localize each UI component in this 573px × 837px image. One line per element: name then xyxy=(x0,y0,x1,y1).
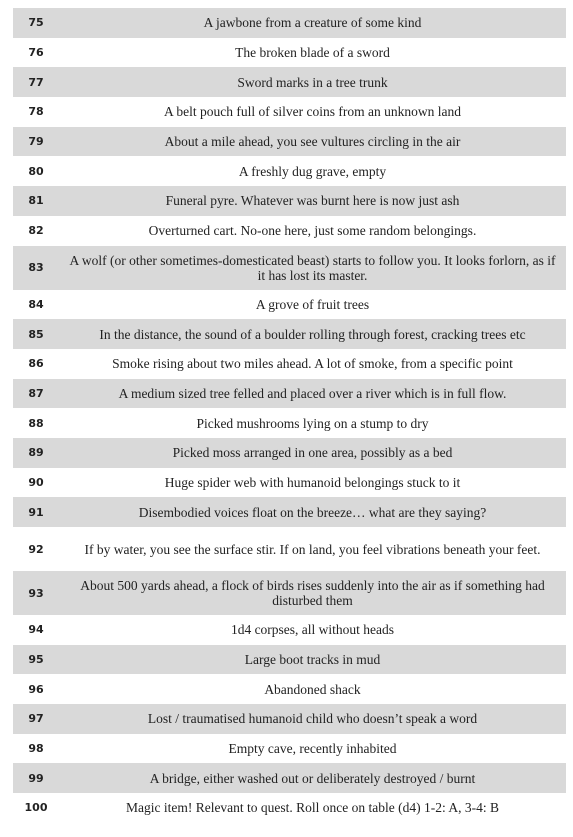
roll-number: 87 xyxy=(28,386,44,400)
roll-number: 75 xyxy=(28,16,44,30)
roll-number: 88 xyxy=(28,416,44,430)
table-row xyxy=(13,290,566,320)
table-row xyxy=(13,468,566,498)
row-description: Huge spider web with humanoid belongings stuck to it xyxy=(164,474,461,490)
row-description: In the distance, the sound of a boulder rolling through forest, cracking trees etc xyxy=(99,326,526,342)
row-description: Empty cave, recently inhabited xyxy=(228,741,397,757)
roll-number: 80 xyxy=(28,164,44,178)
row-description: If by water, you see the surface stir. If on land, you feel vibrations beneath your feet. xyxy=(84,541,541,557)
roll-number: 95 xyxy=(28,653,44,667)
row-description: Picked mushrooms lying on a stump to dry xyxy=(196,415,429,431)
encounter-table xyxy=(13,8,566,823)
table-row xyxy=(13,571,566,615)
roll-number: 93 xyxy=(28,586,44,600)
row-description: A belt pouch full of silver coins from an unknown land xyxy=(164,104,461,120)
row-description: About a mile ahead, you see vultures circling in the air xyxy=(164,134,461,150)
table-row xyxy=(13,67,566,97)
roll-number: 100 xyxy=(24,801,48,815)
roll-number: 77 xyxy=(28,75,44,89)
roll-number: 78 xyxy=(28,105,44,119)
table-row xyxy=(13,97,566,127)
roll-number: 83 xyxy=(28,261,44,274)
row-description: Smoke rising about two miles ahead. A lot of smoke, from a specific point xyxy=(112,356,513,372)
row-description: About 500 yards ahead, a flock of birds rises suddenly into the air as if something had disturbed them xyxy=(80,578,545,608)
roll-number: 86 xyxy=(28,357,44,371)
roll-number: 99 xyxy=(28,771,44,785)
row-description: Magic item! Relevant to quest. Roll once on table (d4) 1-2: A, 3-4: B xyxy=(125,800,500,816)
table-row xyxy=(13,379,566,409)
roll-number: 81 xyxy=(28,194,44,208)
table-row xyxy=(13,497,566,527)
row-description: The broken blade of a sword xyxy=(235,45,390,61)
roll-number: 82 xyxy=(28,224,44,238)
table-row xyxy=(13,734,566,764)
table-row xyxy=(13,156,566,186)
row-description: Large boot tracks in mud xyxy=(244,652,381,668)
table-row xyxy=(13,319,566,349)
table-row xyxy=(13,763,566,793)
table-row xyxy=(13,216,566,246)
row-description: Overturned cart. No-one here, just some random belongings. xyxy=(148,223,477,239)
table-row xyxy=(13,127,566,157)
row-description: 1d4 corpses, all without heads xyxy=(230,622,395,638)
row-description: A grove of fruit trees xyxy=(255,296,370,312)
table-row xyxy=(13,408,566,438)
roll-number: 92 xyxy=(28,542,44,556)
table-row xyxy=(13,38,566,68)
row-description: Funeral pyre. Whatever was burnt here is now just ash xyxy=(165,193,460,209)
row-description: A medium sized tree felled and placed over a river which is in full flow. xyxy=(118,385,507,401)
roll-number: 76 xyxy=(28,46,44,60)
row-description: A freshly dug grave, empty xyxy=(238,163,387,179)
roll-number: 98 xyxy=(28,742,44,756)
table-row xyxy=(13,186,566,216)
row-description: Disembodied voices float on the breeze… what are they saying? xyxy=(138,504,487,520)
roll-number: 94 xyxy=(28,623,44,637)
row-description: Lost / traumatised humanoid child who doesn’t speak a word xyxy=(147,711,478,727)
roll-number: 79 xyxy=(28,135,44,149)
row-description: A jawbone from a creature of some kind xyxy=(203,15,422,31)
table-row xyxy=(13,615,566,645)
table-row xyxy=(13,793,566,823)
row-description: Abandoned shack xyxy=(264,681,361,697)
row-description: Sword marks in a tree trunk xyxy=(237,74,388,90)
table-row xyxy=(13,674,566,704)
table-row xyxy=(13,704,566,734)
row-description: A wolf (or other sometimes-domesticated beast) starts to follow you. It looks forlorn, as if it has lost its master. xyxy=(69,252,556,283)
table-row xyxy=(13,527,566,571)
table-row xyxy=(13,438,566,468)
roll-number: 96 xyxy=(28,682,44,696)
table-row xyxy=(13,246,566,290)
roll-number: 97 xyxy=(28,712,44,726)
table-row xyxy=(13,8,566,38)
table-row xyxy=(13,645,566,675)
roll-number: 90 xyxy=(28,475,44,489)
roll-number: 85 xyxy=(28,327,44,341)
row-description: Picked moss arranged in one area, possibly as a bed xyxy=(172,445,453,461)
roll-number: 84 xyxy=(28,297,44,311)
table-row xyxy=(13,349,566,379)
roll-number: 89 xyxy=(28,446,44,460)
row-description: A bridge, either washed out or deliberately destroyed / burnt xyxy=(149,770,476,786)
roll-number: 91 xyxy=(28,505,44,519)
